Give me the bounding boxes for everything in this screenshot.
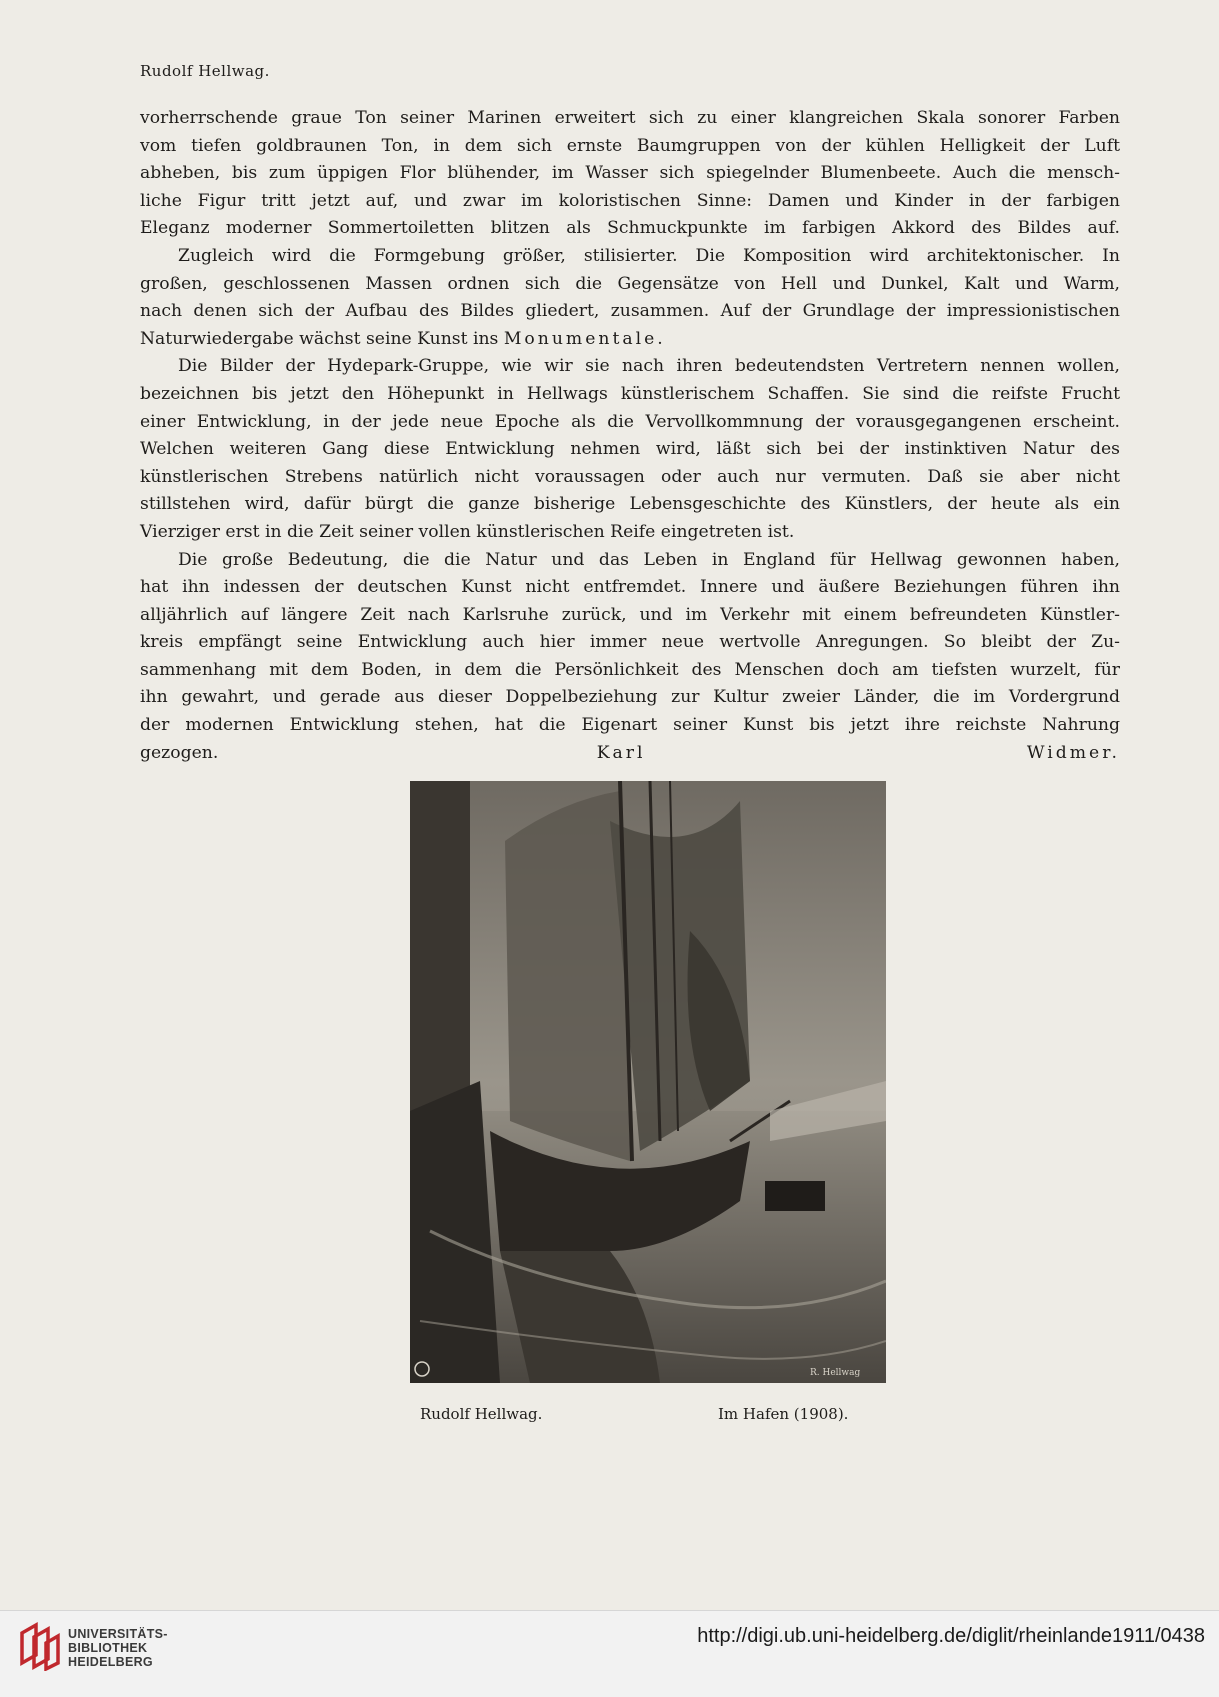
- small-boat: [765, 1181, 825, 1211]
- paragraph-start: Zugleich wird die Formgebung größer, stilisierter. Die Komposition wird architektonischer. In: [178, 245, 1120, 266]
- text-line: kreis empfängt seine Entwicklung auch hier immer neue wertvolle Anregungen. So bleibt der Zu-: [140, 632, 1120, 653]
- text-line: hat ihn indessen der deutschen Kunst nicht entfremdet. Innere und äußere Beziehungen führen ihn: [140, 577, 1120, 598]
- library-name-line: BIBLIOTHEK: [68, 1641, 148, 1655]
- text-line: Eleganz moderner Sommertoiletten blitzen als Schmuckpunkte im farbigen Akkord des Bildes auf.: [140, 218, 1120, 239]
- caption-artist: Rudolf Hellwag.: [420, 1405, 543, 1423]
- text-fragment: Naturwiedergabe wächst seine Kunst ins: [140, 328, 499, 349]
- text-line: einer Entwicklung, in der jede neue Epoche als die Vervollkommnung der vorausgegangenen erscheint.: [140, 411, 1120, 432]
- author-signature: Karl Widmer.: [596, 742, 1120, 763]
- text-line: nach denen sich der Aufbau des Bildes gliedert, zusammen. Auf der Grundlage der impressionistischen: [140, 301, 1120, 322]
- paragraph-start: Die Bilder der Hydepark-Gruppe, wie wir sie nach ihren bedeutendsten Vertretern nennen wollen,: [178, 356, 1120, 377]
- text-line-end: Vierziger erst in die Zeit seiner vollen künstlerischen Reife eingetreten ist.: [140, 521, 795, 542]
- text-line: sammenhang mit dem Boden, in dem die Persönlichkeit des Menschen doch am tiefsten wurzelt, für: [140, 659, 1120, 680]
- running-head: Rudolf Hellwag.: [140, 62, 270, 80]
- permalink-url[interactable]: http://digi.ub.uni-heidelberg.de/diglit/rheinlande1911/0438: [697, 1625, 1205, 1647]
- library-name-line: HEIDELBERG: [68, 1655, 153, 1669]
- text-line: stillstehen wird, dafür bürgt die ganze bisherige Lebensgeschichte des Künstlers, der heute als ein: [140, 494, 1120, 515]
- text-line: liche Figur tritt jetzt auf, und zwar im koloristischen Sinne: Damen und Kinder in der farbigen: [140, 190, 1120, 211]
- text-line: künstlerischen Strebens natürlich nicht voraussagen oder auch nur vermuten. Daß sie aber nicht: [140, 466, 1120, 487]
- text-line: ihn gewahrt, und gerade aus dieser Doppelbeziehung zur Kultur zweier Länder, die im Vordergrund: [140, 687, 1120, 708]
- text-line: alljährlich auf längere Zeit nach Karlsruhe zurück, und im Verkehr mit einem befreundeten Künstler-: [140, 604, 1120, 625]
- text-line: der modernen Entwicklung stehen, hat die Eigenart seiner Kunst bis jetzt ihre reichste Nahrung: [140, 715, 1120, 736]
- painter-signature: R. Hellwag: [810, 1368, 861, 1378]
- text-line: bezeichnen bis jetzt den Höhepunkt in Hellwags künstlerischem Schaffen. Sie sind die reifste Frucht: [140, 383, 1120, 404]
- harbor-painting-illustration: [410, 781, 886, 1383]
- text-line: Welchen weiteren Gang diese Entwicklung nehmen wird, läßt sich bei der instinktiven Natur des: [140, 439, 1120, 460]
- text-line-end: gezogen.: [140, 742, 219, 763]
- text-line: vom tiefen goldbraunen Ton, in dem sich ernste Baumgruppen von der kühlen Helligkeit der Luft: [140, 135, 1120, 156]
- library-name-line: UNIVERSITÄTS-: [68, 1627, 168, 1641]
- text-line: großen, geschlossenen Massen ordnen sich die Gegensätze von Hell und Dunkel, Kalt und Warm,: [140, 273, 1120, 294]
- painting-plate: [410, 781, 886, 1383]
- text-line: abheben, bis zum üppigen Flor blühender, im Wasser sich spiegelnder Blumenbeete. Auch die mensch-: [140, 163, 1120, 184]
- text-line: vorherrschende graue Ton seiner Marinen erweitert sich zu einer klangreichen Skala sonorer Farben: [140, 108, 1120, 128]
- emphasis-word: Monumentale.: [503, 328, 666, 349]
- main-sail: [505, 791, 630, 1161]
- article-body: [140, 105, 1120, 767]
- paragraph-start: Die große Bedeutung, die die Natur und das Leben in England für Hellwag gewonnen haben,: [178, 549, 1120, 570]
- library-name: [68, 1627, 168, 1669]
- footer-band: [0, 1610, 1219, 1697]
- text-line-end: [140, 326, 1120, 354]
- caption-title: Im Hafen (1908).: [718, 1405, 849, 1423]
- closing-line: [140, 740, 1120, 768]
- library-logo-icon: [14, 1621, 64, 1671]
